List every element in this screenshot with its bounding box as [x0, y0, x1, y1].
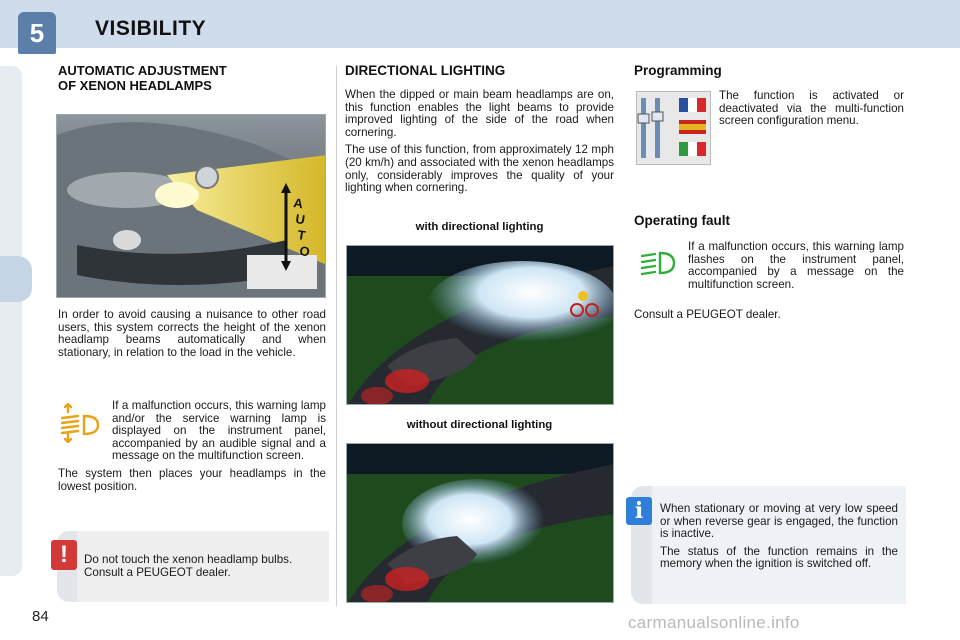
info-icon: i — [626, 497, 652, 525]
directional-paragraph: When the dipped or main beam headlamps are on, this function enables the light beams to provide improved lighting of the side of the road when cornering. — [345, 88, 614, 139]
chapter-number: 5 — [18, 12, 56, 54]
scene-without-directional-lighting — [346, 443, 614, 603]
xenon-fault-text — [58, 400, 326, 498]
section-heading-directional: DIRECTIONAL LIGHTING — [345, 63, 506, 78]
page-number: 84 — [32, 608, 49, 625]
exclamation-icon: ! — [51, 540, 77, 570]
lowest-position-paragraph: The system then places your headlamps in the lowest position. — [58, 466, 326, 493]
info-paragraph: When stationary or moving at very low speed or when reverse gear is engaged, the function is inactive. — [660, 502, 898, 541]
directional-text — [345, 89, 614, 200]
watermark: carmanualsonline.info — [628, 613, 800, 632]
car-front-illustration — [57, 115, 326, 298]
side-strip — [0, 66, 22, 576]
operating-fault-heading: Operating fault — [634, 213, 731, 228]
programming-text: The function is activated or deactivated via the multi-function screen configuration menu. — [719, 89, 904, 128]
svg-text:O: O — [298, 243, 311, 260]
side-tab — [0, 256, 32, 302]
section-heading-xenon — [58, 63, 227, 93]
road-illustration-without — [347, 444, 614, 603]
configuration-menu-illustration — [636, 91, 711, 165]
info-paragraph: The status of the function remains in the memory when the ignition is switched off. — [660, 544, 898, 571]
scene-with-directional-lighting — [346, 245, 614, 405]
headlamp-photo — [56, 114, 326, 298]
page-title: VISIBILITY — [95, 17, 207, 40]
svg-text:U: U — [294, 211, 306, 228]
consult-dealer-text: Consult a PEUGEOT dealer. — [634, 308, 781, 321]
road-illustration-with — [347, 246, 614, 405]
heading-line: AUTOMATIC ADJUSTMENT — [58, 63, 227, 78]
programming-heading: Programming — [634, 63, 722, 78]
svg-text:A: A — [292, 195, 304, 212]
fault-paragraph: If a malfunction occurs, this warning lamp and/or the service warning lamp is displayed on the instrument panel, accompanied by an audible signal and a message on the multifunction screen. — [112, 399, 326, 463]
language-settings-icon — [637, 92, 710, 164]
svg-text:T: T — [296, 227, 307, 244]
info-text — [660, 503, 898, 576]
caption-with-directional: with directional lighting — [415, 221, 544, 233]
directional-lighting-warning-icon — [638, 248, 678, 278]
caption-without-directional: without directional lighting — [406, 419, 553, 431]
operating-fault-text: If a malfunction occurs, this warning lamp flashes on the instrument panel, accompanied by a message on the multifunction screen. — [688, 240, 904, 291]
xenon-intro-text: In order to avoid causing a nuisance to other road users, this system corrects the height of the xenon headlamp beams automatically and when stationary, in relation to the load in the vehicle. — [58, 308, 326, 359]
column-divider — [336, 66, 337, 606]
directional-paragraph: The use of this function, from approximately 12 mph (20 km/h) and associated with the xenon headlamps only, considerably improves the quality of your lighting when cornering. — [345, 143, 614, 195]
heading-line: OF XENON HEADLAMPS — [58, 78, 212, 93]
alert-text: Do not touch the xenon headlamp bulbs. Consult a PEUGEOT dealer. — [84, 553, 293, 579]
